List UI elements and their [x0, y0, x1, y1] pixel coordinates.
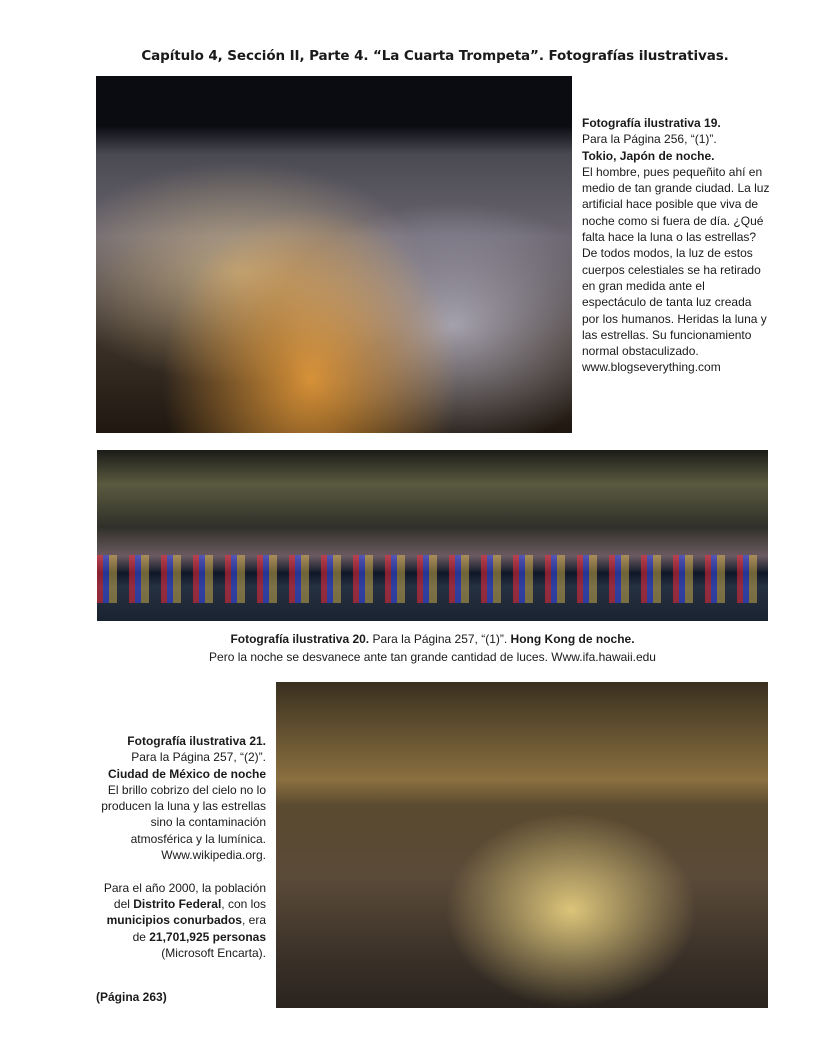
caption-heading: Fotografía ilustrativa 20.: [230, 632, 370, 646]
caption-body: El hombre, pues pequeñito ahí en medio de tan grande ciudad. La luz artificial hace posible que viva de noche como si fuera de día. ¿Qué falta hace la luna o las estrellas? De todos modos, la luz de estos cuerpos celestiales se ha retirado en gran medida ante el espectáculo de tanta luz creada por los humanos. Heridas la luna y las estrellas. Su funcionamiento normal obstaculizado.: [582, 164, 770, 359]
caption-body: Pero la noche se desvanece ante tan grande cantidad de luces. Www.ifa.hawaii.edu: [209, 650, 656, 664]
page-number: (Página 263): [96, 990, 167, 1004]
population-text: (Microsoft Encarta).: [161, 945, 266, 960]
caption-ref: Para la Página 257, “(2)”.: [131, 750, 266, 765]
caption-heading: Fotografía ilustrativa 19.: [582, 116, 721, 130]
caption-source: Www.wikipedia.org.: [161, 848, 266, 863]
photo-tokyo-night: [96, 76, 572, 433]
caption-ref: Para la Página 257, “(1)”.: [369, 632, 511, 646]
population-bold: municipios conurbados: [106, 913, 242, 928]
page-title: Capítulo 4, Sección II, Parte 4. “La Cuarta Trompeta”. Fotografías ilustrativas.: [141, 48, 729, 64]
population-text: , con los: [221, 896, 266, 911]
caption-source: www.blogseverything.com: [582, 360, 721, 375]
photo-mexico-city-night: [276, 682, 768, 1008]
caption-20: [97, 630, 768, 666]
caption-heading: Fotografía ilustrativa 21.: [127, 734, 266, 748]
caption-body: El brillo cobrizo del cielo no lo producen la luna y las estrellas sino la contaminación atmosférica y la lumínica.: [101, 782, 266, 846]
population-bold: 21,701,925 personas: [149, 929, 266, 944]
population-text: , era de: [132, 913, 266, 944]
caption-ref: Para la Página 256, “(1)”.: [582, 132, 717, 147]
caption-place: Ciudad de México de noche: [107, 766, 266, 781]
population-bold: Distrito Federal: [133, 896, 222, 911]
population-text: Para el año 2000, la población del: [103, 880, 266, 911]
caption-place: Tokio, Japón de noche.: [582, 148, 715, 163]
caption-19: [582, 115, 772, 376]
photo-hong-kong-night: [97, 450, 768, 621]
caption-21: [90, 733, 266, 961]
caption-place: Hong Kong de noche.: [510, 632, 635, 646]
